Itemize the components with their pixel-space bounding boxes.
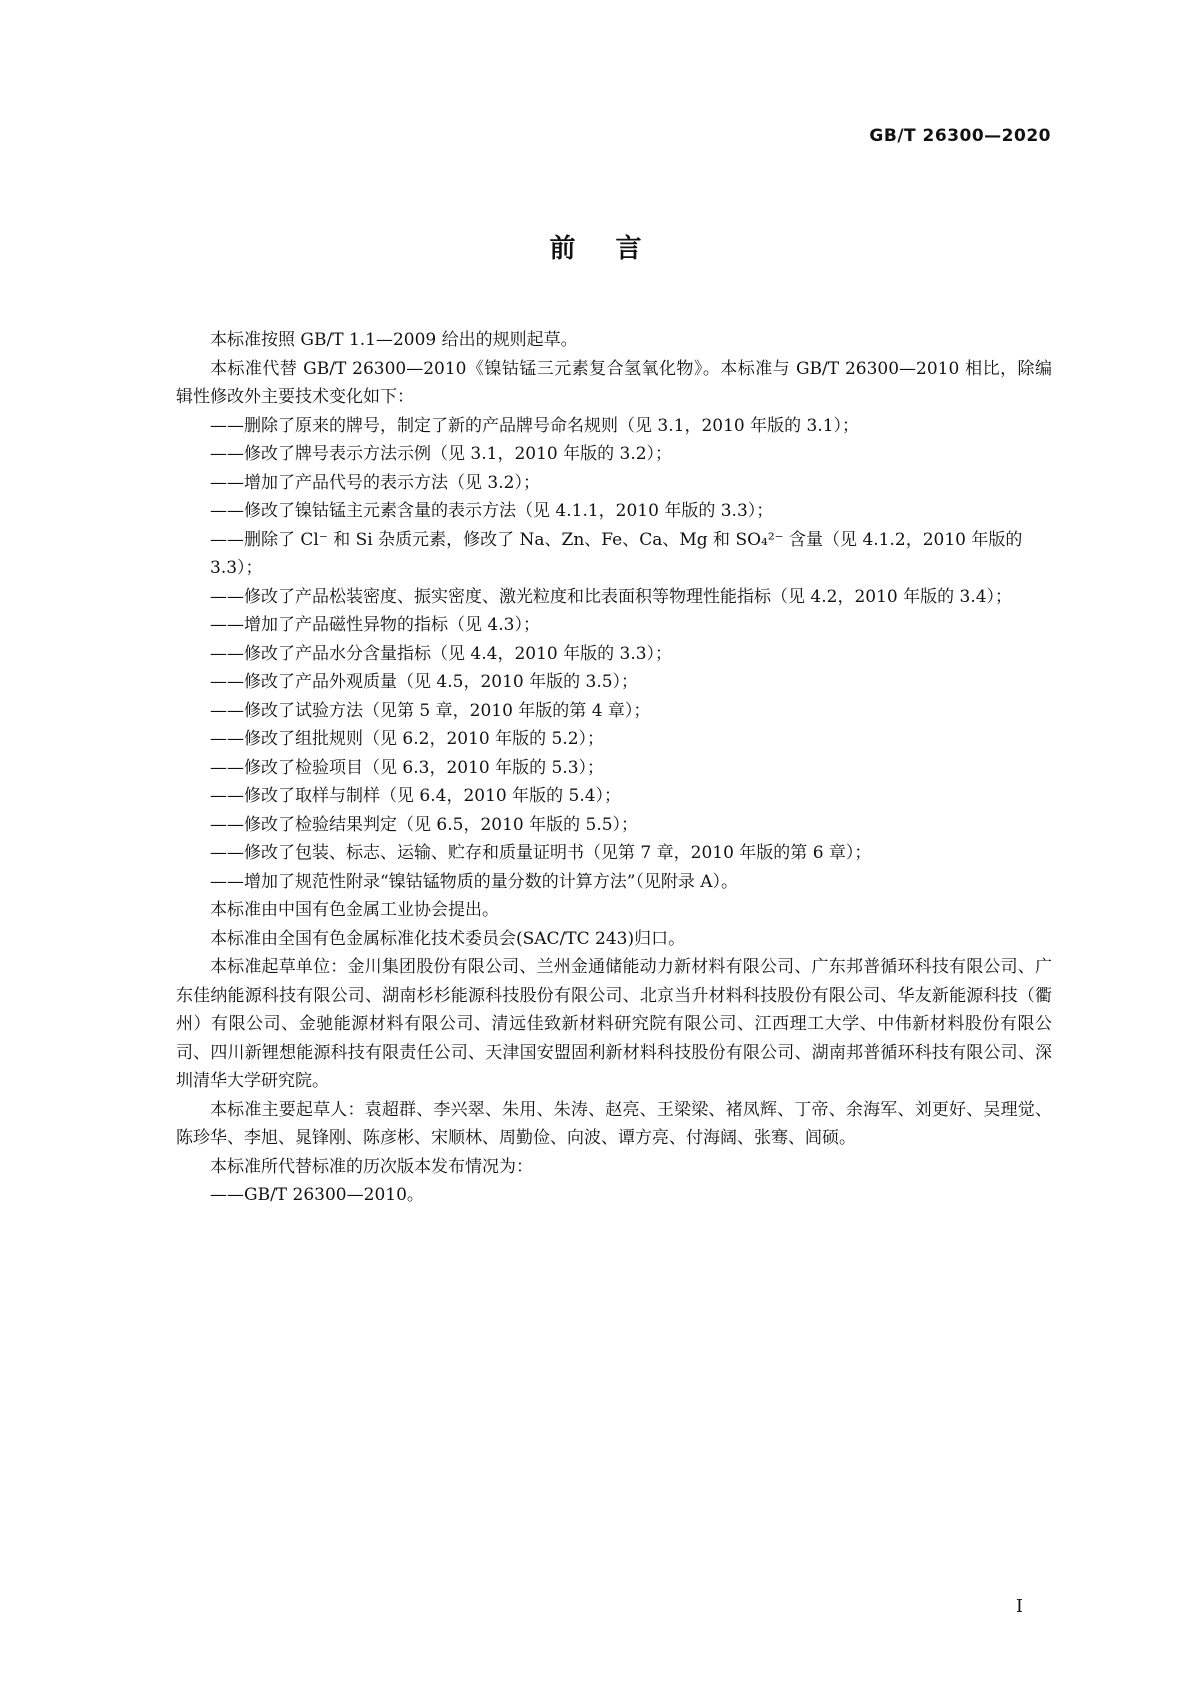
paragraph: 本标准起草单位：金川集团股份有限公司、兰州金通储能动力新材料有限公司、广东邦普循环科技有限公司、广东佳纳能源科技有限公司、湖南杉杉能源科技股份有限公司、北京当升材料科技股份有限公司、华友新能源科技（衢州）有限公司、金驰能源材料有限公司、清远佳致新材料研究院有限公司、江西理工大学、中伟新材料股份有限公司、四川新锂想能源科技有限责任公司、天津国安盟固利新材料科技股份有限公司、湖南邦普循环科技有限公司、深圳清华大学研究院。 <box>176 957 1052 1091</box>
paragraph: 本标准所代替标准的历次版本发布情况为： <box>210 1156 533 1177</box>
paragraph: 本标准由全国有色金属标准化技术委员会(SAC/TC 243)归口。 <box>210 928 686 949</box>
list-item: ——修改了产品外观质量（见 4.5，2010 年版的 3.5）； <box>210 672 639 692</box>
list-item: ——增加了产品磁性异物的指标（见 4.3）； <box>210 615 540 635</box>
list-item: ——修改了产品水分含量指标（见 4.4，2010 年版的 3.3）； <box>210 643 673 664</box>
list-item: ——删除了原来的牌号，制定了新的产品牌号命名规则（见 3.1，2010 年版的 3.1）； <box>210 415 860 436</box>
list-item: ——修改了检验项目（见 6.3，2010 年版的 5.3）； <box>210 757 605 778</box>
list-item: ——删除了 Cl⁻ 和 Si 杂质元素，修改了 Na、Zn、Fe、Ca、Mg 和 SO₄²⁻ 含量（见 4.1.2，2010 年版的 3.3）； <box>210 529 1023 578</box>
page-number: I <box>1015 1596 1023 1617</box>
list-item: ——修改了产品松装密度、振实密度、激光粒度和比表面积等物理性能指标（见 4.2，2010 年版的 3.4）； <box>210 586 1013 607</box>
list-item: ——修改了试验方法（见第 5 章，2010 年版的第 4 章）； <box>210 700 651 721</box>
list-item: ——修改了组批规则（见 6.2，2010 年版的 5.2）； <box>210 729 605 749</box>
paragraph: 本标准按照 GB/T 1.1—2009 给出的规则起草。 <box>210 330 578 350</box>
list-item: ——修改了包装、标志、运输、贮存和质量证明书（见第 7 章，2010 年版的第 6 章）； <box>210 843 872 863</box>
list-item: ——增加了产品代号的表示方法（见 3.2）； <box>210 472 540 493</box>
page-title: 前言 <box>549 234 682 264</box>
list-item: ——修改了镍钴锰主元素含量的表示方法（见 4.1.1，2010 年版的 3.3）； <box>210 501 774 521</box>
paragraph: 本标准主要起草人：袁超群、李兴翠、朱用、朱涛、赵亮、王梁梁、褚凤辉、丁帝、余海军、刘更好、吴理觉、陈珍华、李旭、晁锋刚、陈彦彬、宋顺林、周勤俭、向波、谭方亮、付海阔、张骞、闾硕。 <box>176 1099 1052 1148</box>
list-item: ——增加了规范性附录“镍钴锰物质的量分数的计算方法”（见附录 A）。 <box>210 871 739 892</box>
list-item: ——修改了取样与制样（见 6.4，2010 年版的 5.4）； <box>210 786 622 806</box>
list-item: ——修改了检验结果判定（见 6.5，2010 年版的 5.5）； <box>210 814 639 835</box>
list-item: ——修改了牌号表示方法示例（见 3.1，2010 年版的 3.2）； <box>210 444 673 464</box>
list-item: ——GB/T 26300—2010。 <box>210 1185 424 1205</box>
standard-code: GB/T 26300—2020 <box>869 126 1051 146</box>
paragraph: 本标准由中国有色金属工业协会提出。 <box>210 900 499 920</box>
document-body <box>176 326 1052 1210</box>
paragraph: 本标准代替 GB/T 26300—2010《镍钴锰三元素复合氢氧化物》。本标准与 GB/T 26300—2010 相比，除编辑性修改外主要技术变化如下： <box>176 358 1052 407</box>
